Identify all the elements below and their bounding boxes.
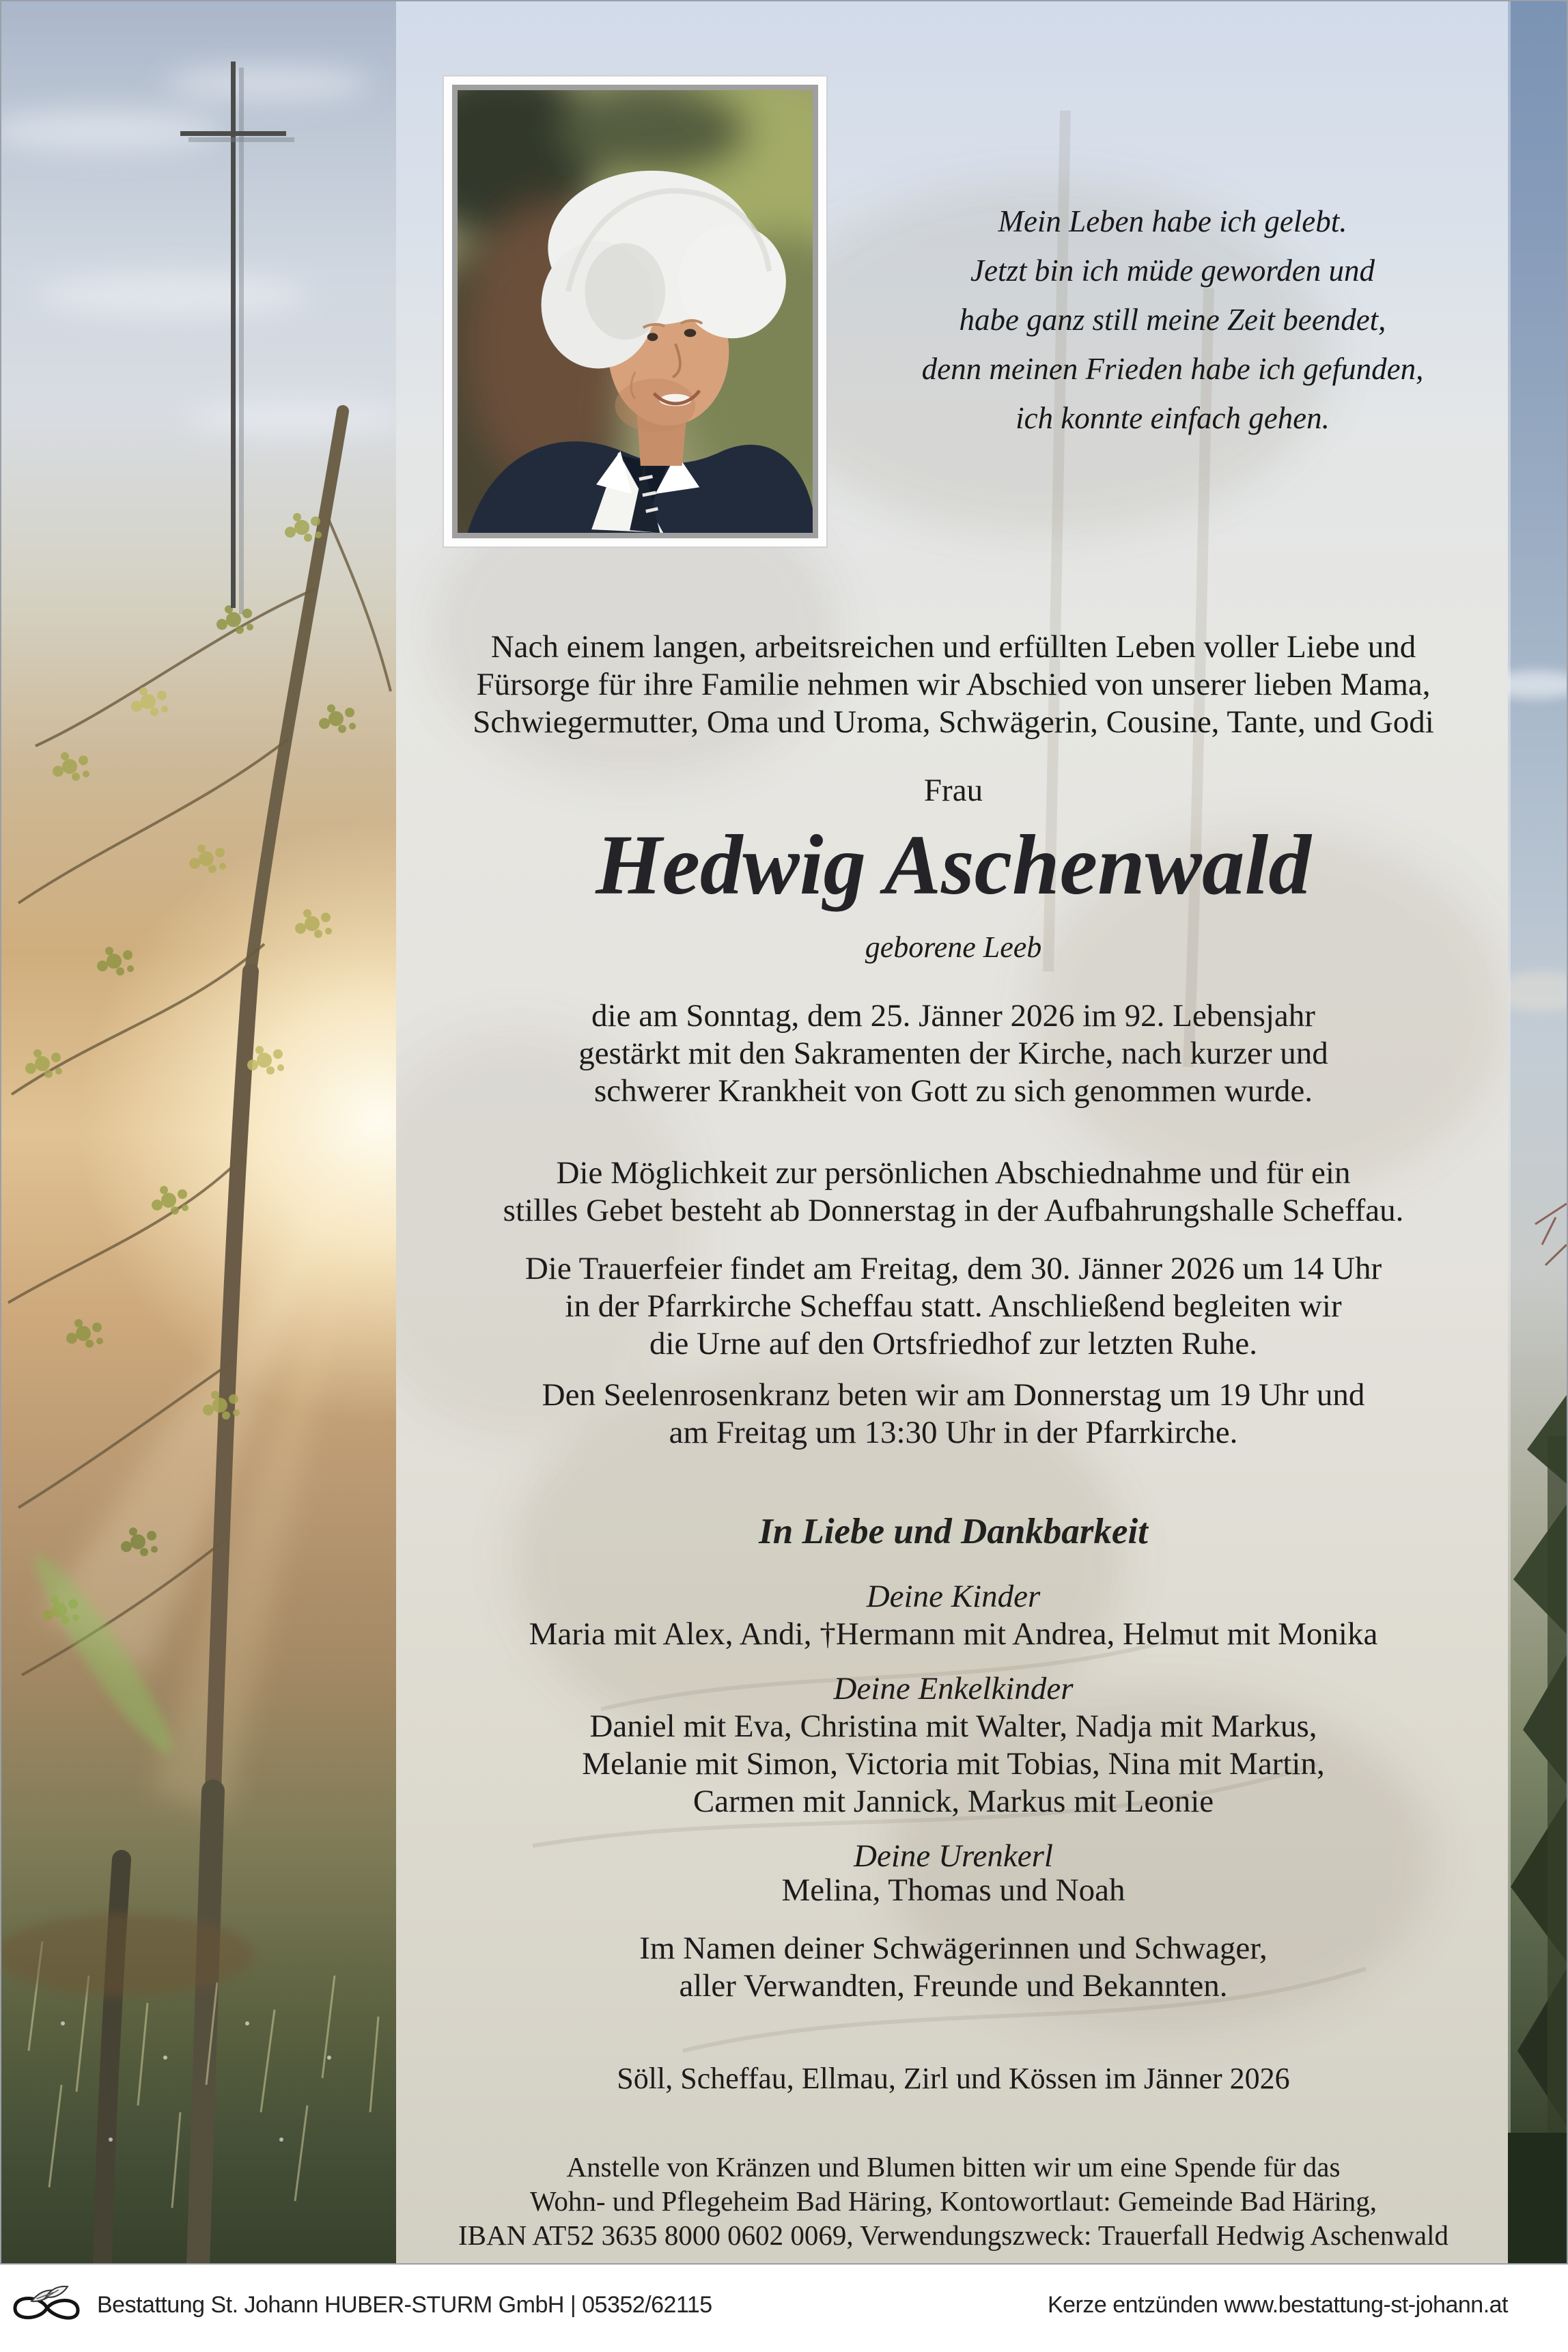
announcement-intro <box>396 628 1511 741</box>
funeral-paragraph <box>396 1250 1511 1363</box>
farewell-line: Die Möglichkeit zur persönlichen Abschiednahme und für ein <box>556 1155 1351 1191</box>
poem-line: Mein Leben habe ich gelebt. <box>998 204 1347 238</box>
death-line: gestärkt mit den Sakramenten der Kirche, nach kurzer und <box>578 1036 1328 1071</box>
intro-line: Schwiegermutter, Oma und Uroma, Schwägerin, Cousine, Tante, und Godi <box>473 704 1434 740</box>
funeral-home-identity <box>7 2284 712 2326</box>
rosary-paragraph <box>396 1376 1511 1452</box>
grandchildren-line: Daniel mit Eva, Christina mit Walter, Nadja mit Markus, <box>589 1708 1317 1744</box>
candle-link[interactable]: Kerze entzünden www.bestattung-st-johann.at <box>1047 2292 1508 2318</box>
places-date-line: Söll, Scheffau, Ellmau, Zirl und Kössen im Jänner 2026 <box>617 2062 1290 2095</box>
death-paragraph <box>396 997 1511 1110</box>
death-line: schwerer Krankheit von Gott zu sich genommen wurde. <box>594 1073 1313 1109</box>
grandchildren-label: Deine Enkelkinder <box>833 1671 1074 1706</box>
in-name-of-paragraph <box>396 1930 1511 2005</box>
poem-line: ich konnte einfach gehen. <box>1016 401 1330 435</box>
funeral-line: in der Pfarrkirche Scheffau statt. Anschließend begleiten wir <box>565 1288 1342 1324</box>
poem-line: Jetzt bin ich müde geworden und <box>970 253 1375 288</box>
donation-line: IBAN AT52 3635 8000 0602 0069, Verwendungszweck: Trauerfall Hedwig Aschenwald <box>458 2219 1448 2251</box>
farewell-paragraph <box>396 1154 1511 1230</box>
poem-line: denn meinen Frieden habe ich gefunden, <box>921 352 1424 386</box>
funeral-line: die Urne auf den Ortsfriedhof zur letzten Ruhe. <box>649 1326 1258 1361</box>
grandchildren-line: Melanie mit Simon, Victoria mit Tobias, Nina mit Martin, <box>582 1746 1325 1782</box>
grandchildren-line: Carmen mit Jannick, Markus mit Leonie <box>692 1784 1214 1819</box>
in-name-of-line: aller Verwandten, Freunde und Bekannten. <box>679 1968 1228 2004</box>
funeral-home-name: Bestattung St. Johann HUBER-STURM GmbH | 05352/62115 <box>97 2291 712 2318</box>
grandchildren-names <box>396 1708 1511 1821</box>
salutation: Frau <box>923 773 983 808</box>
in-name-of-line: Im Namen deiner Schwägerinnen und Schwager, <box>639 1931 1268 1966</box>
death-line: die am Sonntag, dem 25. Jänner 2026 im 92. Lebensjahr <box>591 998 1315 1034</box>
rosary-line: Den Seelenrosenkranz beten wir am Donnerstag um 19 Uhr und <box>542 1377 1365 1413</box>
infinity-rose-icon <box>7 2284 86 2326</box>
rosary-line: am Freitag um 13:30 Uhr in der Pfarrkirche. <box>669 1415 1238 1450</box>
portrait-photo <box>443 75 828 548</box>
memorial-poem <box>848 197 1497 443</box>
closing-title: In Liebe und Dankbarkeit <box>759 1512 1148 1551</box>
maiden-name: geborene Leeb <box>865 930 1042 964</box>
footer-bar <box>0 2265 1568 2352</box>
donation-line: Anstelle von Kränzen und Blumen bitten wir um eine Spende für das <box>566 2151 1341 2183</box>
great-grandchildren-label: Deine Urenkerl <box>854 1838 1053 1874</box>
poem-line: habe ganz still meine Zeit beendet, <box>959 303 1386 337</box>
deceased-name: Hedwig Aschenwald <box>596 818 1311 913</box>
great-grandchildren-names: Melina, Thomas und Noah <box>781 1872 1125 1908</box>
forest-photo-right-strip <box>1508 1 1567 2265</box>
forest-photo-left-strip <box>1 1 396 2265</box>
intro-line: Nach einem langen, arbeitsreichen und erfüllten Leben voller Liebe und <box>490 629 1416 665</box>
donation-paragraph <box>396 2150 1511 2252</box>
farewell-line: stilles Gebet besteht ab Donnerstag in der Aufbahrungshalle Scheffau. <box>503 1193 1404 1228</box>
children-label: Deine Kinder <box>866 1579 1041 1614</box>
intro-line: Fürsorge für ihre Familie nehmen wir Abschied von unserer lieben Mama, <box>476 667 1431 702</box>
donation-line: Wohn- und Pflegeheim Bad Häring, Kontowortlaut: Gemeinde Bad Häring, <box>529 2185 1377 2217</box>
children-names: Maria mit Alex, Andi, †Hermann mit Andrea, Helmut mit Monika <box>529 1616 1378 1652</box>
funeral-line: Die Trauerfeier findet am Freitag, dem 30. Jänner 2026 um 14 Uhr <box>524 1251 1382 1286</box>
portrait-photo-frame <box>452 85 818 538</box>
